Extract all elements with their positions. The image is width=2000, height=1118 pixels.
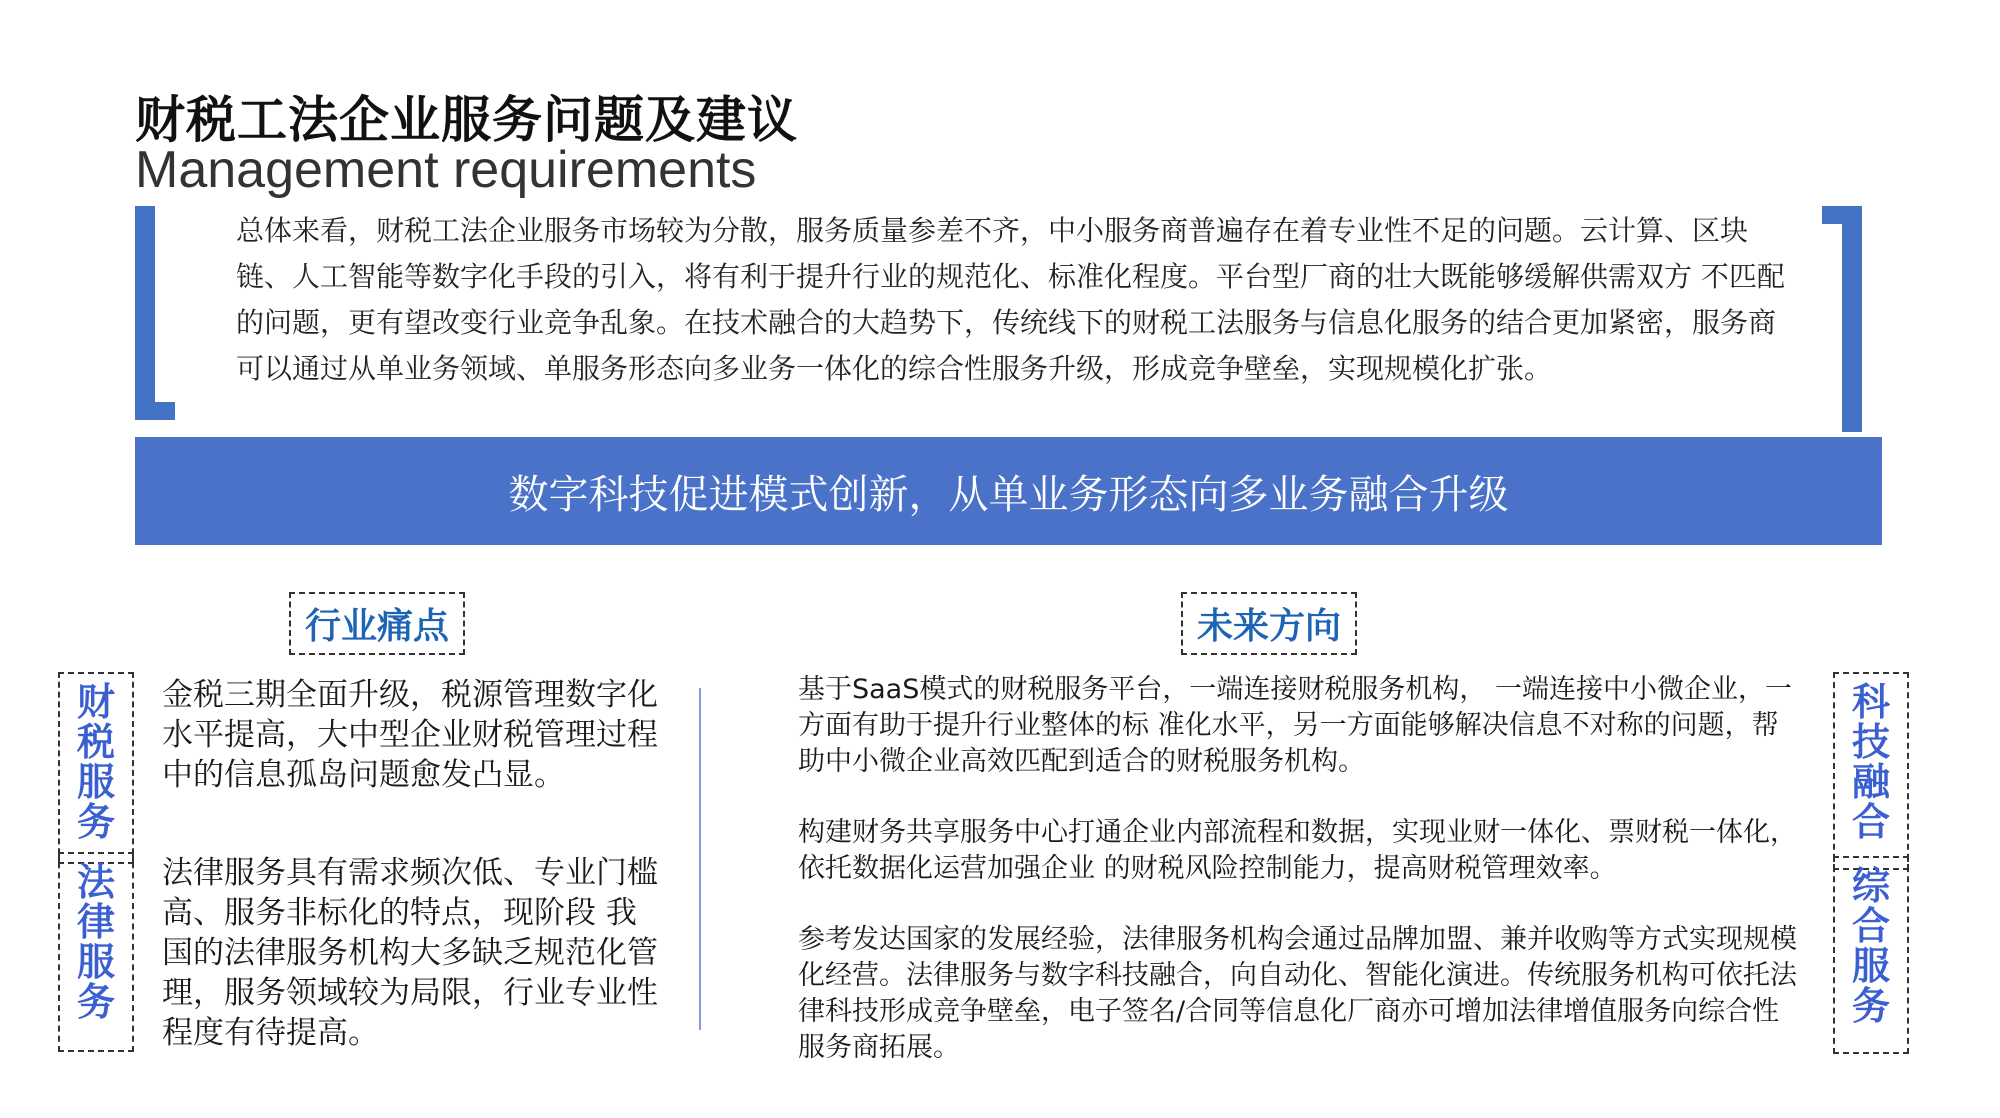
- label-char: 税: [76, 720, 115, 764]
- legal-pain-paragraph: 法律服务具有需求频次低、专业门槛高、服务非标化的特点，现阶段 我国的法律服务机构大多缺乏规范化管理，服务领域较为局限，行业专业性程度有待提高。: [162, 855, 658, 1051]
- label-char: 务: [76, 800, 115, 844]
- column-divider: [699, 688, 701, 1030]
- label-tax-services: [58, 672, 134, 864]
- future-paragraph-2: 构建财务共享服务中心打通企业内部流程和数据，实现业财一体化、票财税一体化，依托数据化运营加强企业 的财税风险控制能力，提高财税管理效率。: [798, 817, 1797, 884]
- label-char: 融: [1851, 760, 1890, 804]
- label-integrated-services: [1833, 856, 1909, 1054]
- label-char: 律: [76, 900, 115, 944]
- future-paragraph-3: 参考发达国家的发展经验，法律服务机构会通过品牌加盟、兼并收购等方式实现规模化经营。法律服务与数字科技融合，向自动化、智能化演进。传统服务机构可依托法律科技形成竞争壁垒，电子签名/合同等信息化厂商亦可增加法律增值服务向综合性服务商拓展。: [798, 924, 1797, 1063]
- label-char: 合: [1851, 800, 1890, 844]
- label-tech-fusion: [1833, 672, 1909, 870]
- label-char: 务: [76, 980, 115, 1024]
- label-char: 服: [76, 940, 115, 984]
- intro-paragraph: 总体来看，财税工法企业服务市场较为分散，服务质量参差不齐，中小服务商普遍存在着专业性不足的问题。云计算、区块链、人工智能等数字化手段的引入，将有利于提升行业的规范化、标准化程度。平台型厂商的壮大既能够缓解供需双方 不匹配的问题，更有望改变行业竞争乱象。在技术融合的大趋势下，传统线下的财税工法服务与信息化服务的结合更加紧密，服务商可以通过从单业务领域、单服务形态向多业务一体化的综合性服务升级，形成竞争壁垒，实现规模化扩张。: [236, 214, 1785, 385]
- label-char: 服: [1851, 944, 1890, 988]
- future-direction-heading: 未来方向: [1181, 592, 1357, 655]
- label-char: 合: [1851, 904, 1890, 948]
- label-char: 技: [1851, 720, 1890, 764]
- right-bracket-decoration: [1822, 206, 1862, 432]
- label-char: 服: [76, 760, 115, 804]
- label-char: 财: [76, 680, 115, 724]
- pain-points-heading: 行业痛点: [289, 592, 465, 655]
- label-legal-services: [58, 852, 134, 1052]
- headline-banner: 数字科技促进模式创新，从单业务形态向多业务融合升级: [135, 437, 1882, 545]
- left-bracket-decoration: [135, 206, 175, 420]
- label-char: 科: [1851, 680, 1890, 724]
- label-char: 综: [1851, 864, 1890, 908]
- future-paragraph-1: 基于SaaS模式的财税服务平台，一端连接财税服务机构， 一端连接中小微企业，一方面有助于提升行业整体的标 准化水平，另一方面能够解决信息不对称的问题，帮助中小微企业高效匹配到适合的财税服务机构。: [798, 674, 1792, 777]
- label-char: 务: [1851, 984, 1890, 1028]
- page-title: 财税工法企业服务问题及建议: [135, 91, 798, 149]
- label-char: 法: [76, 860, 115, 904]
- page-subtitle: Management requirements: [135, 141, 757, 199]
- tax-pain-paragraph: 金税三期全面升级，税源管理数字化水平提高，大中型企业财税管理过程中的信息孤岛问题愈发凸显。: [162, 677, 658, 793]
